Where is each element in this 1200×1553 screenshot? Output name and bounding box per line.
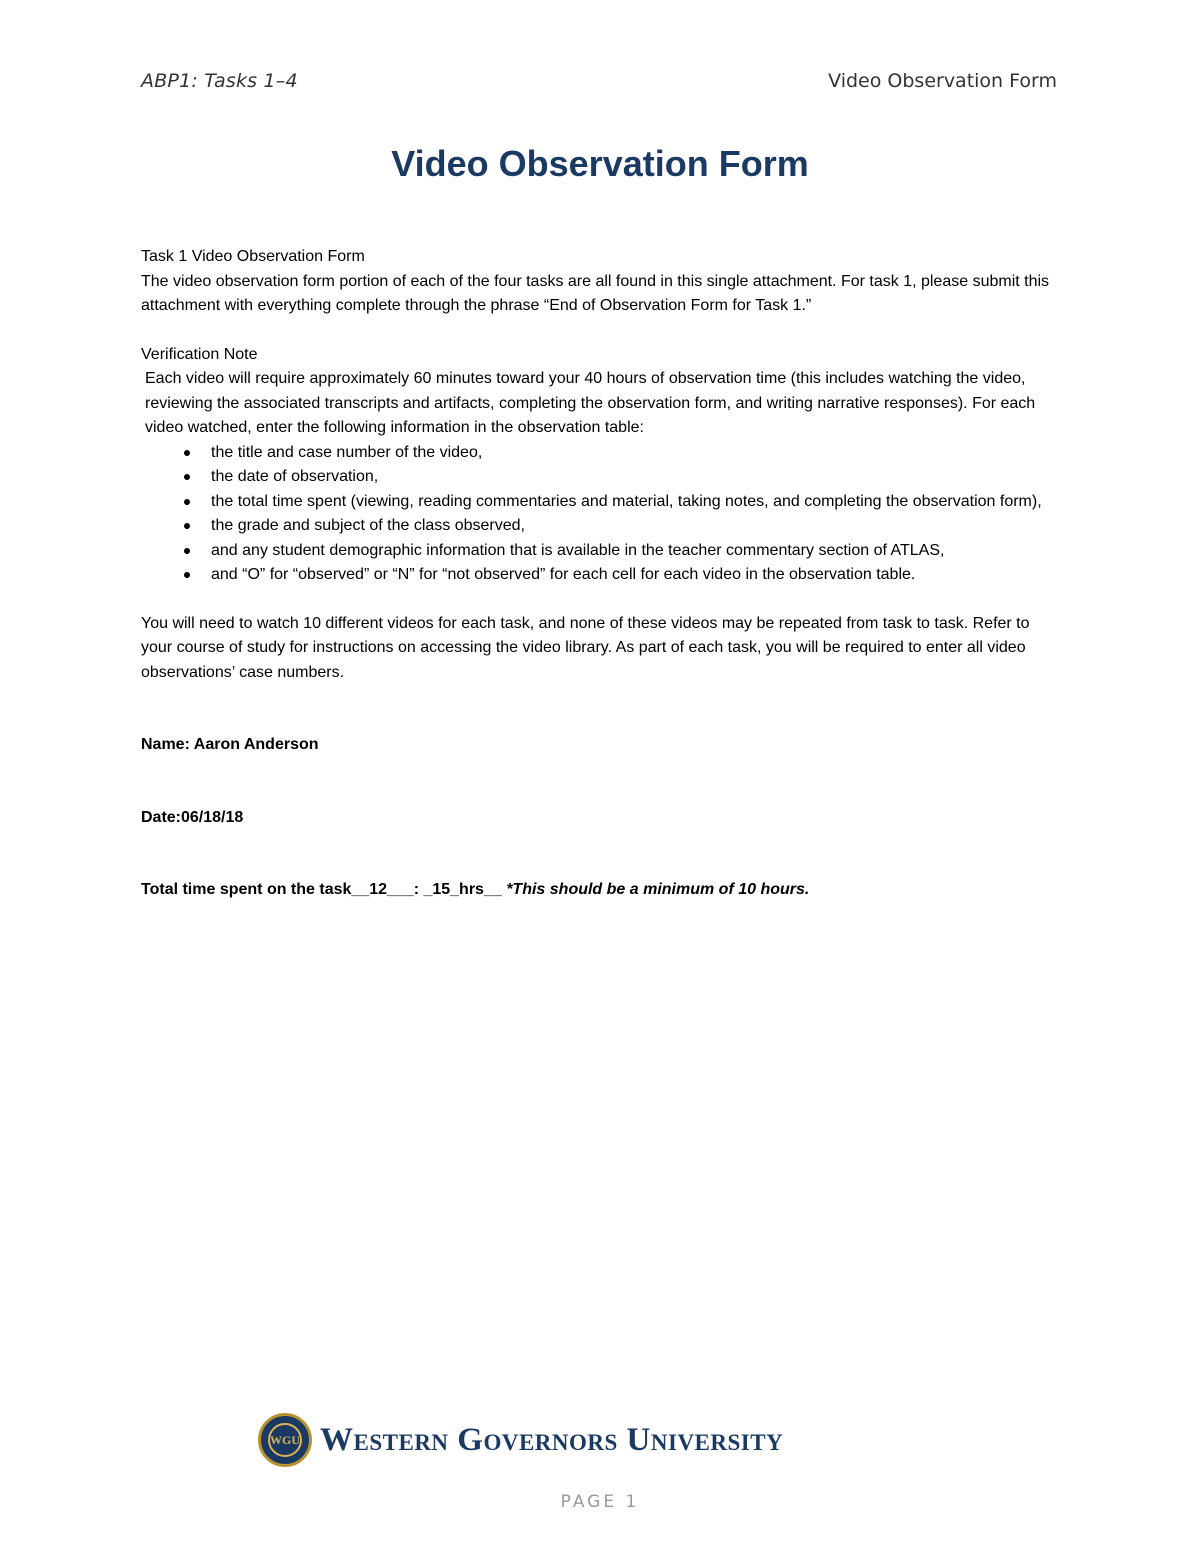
wgu-seal-icon (258, 1413, 312, 1467)
task-paragraph: The video observation form portion of each of the four tasks are all found in this single attachment. For task 1, please submit this attachment with everything complete through the phrase “End of Observation Form for Task 1.” (141, 272, 1050, 314)
total-time-note: *This should be a minimum of 10 hours. (506, 881, 810, 898)
seal-monogram: WGU (268, 1423, 302, 1457)
total-time-value: Total time spent on the task__12___: _15_hrs__ (141, 881, 507, 898)
bullet-item: the total time spent (viewing, reading commentaries and material, taking notes, and completing the observation form), (211, 490, 1061, 515)
bullet-item: and any student demographic information that is available in the teacher commentary section of ATLAS, (211, 539, 1061, 564)
bullet-item: the date of observation, (211, 465, 1061, 490)
name-field: Name: Aaron Anderson (141, 736, 319, 753)
bullet-item: the grade and subject of the class observed, (211, 514, 1061, 539)
verification-bullet-list (141, 441, 1061, 588)
page-number: PAGE 1 (560, 1492, 640, 1512)
page-title: Video Observation Form (391, 143, 809, 184)
document-body (141, 245, 1061, 903)
date-field: Date:06/18/18 (141, 808, 244, 826)
verification-heading: Verification Note (141, 345, 258, 363)
task-heading: Task 1 Video Observation Form (141, 248, 365, 265)
total-time-field (141, 878, 1061, 903)
instructions-paragraph: You will need to watch 10 different videos for each task, and none of these videos may be repeated from task to task. Refer to your course of study for instructions on accessing the video library. As part of each task, you will be required to enter all video observations’ case numbers. (141, 614, 1030, 681)
wgu-logo (258, 1413, 783, 1467)
wgu-wordmark: Western Governors University (320, 1421, 784, 1458)
header-left-text: ABP1: Tasks 1–4 (141, 70, 298, 92)
header-right-text: Video Observation Form (828, 70, 1057, 92)
bullet-item: and “O” for “observed” or “N” for “not observed” for each cell for each video in the observation table. (211, 563, 1061, 588)
verification-paragraph: Each video will require approximately 60 minutes toward your 40 hours of observation time (this includes watching the video, reviewing the associated transcripts and artifacts, completing the observation form, and writing narrative responses). For each video watched, enter the following information in the observation table: (145, 370, 1036, 436)
bullet-item: the title and case number of the video, (211, 441, 1061, 466)
